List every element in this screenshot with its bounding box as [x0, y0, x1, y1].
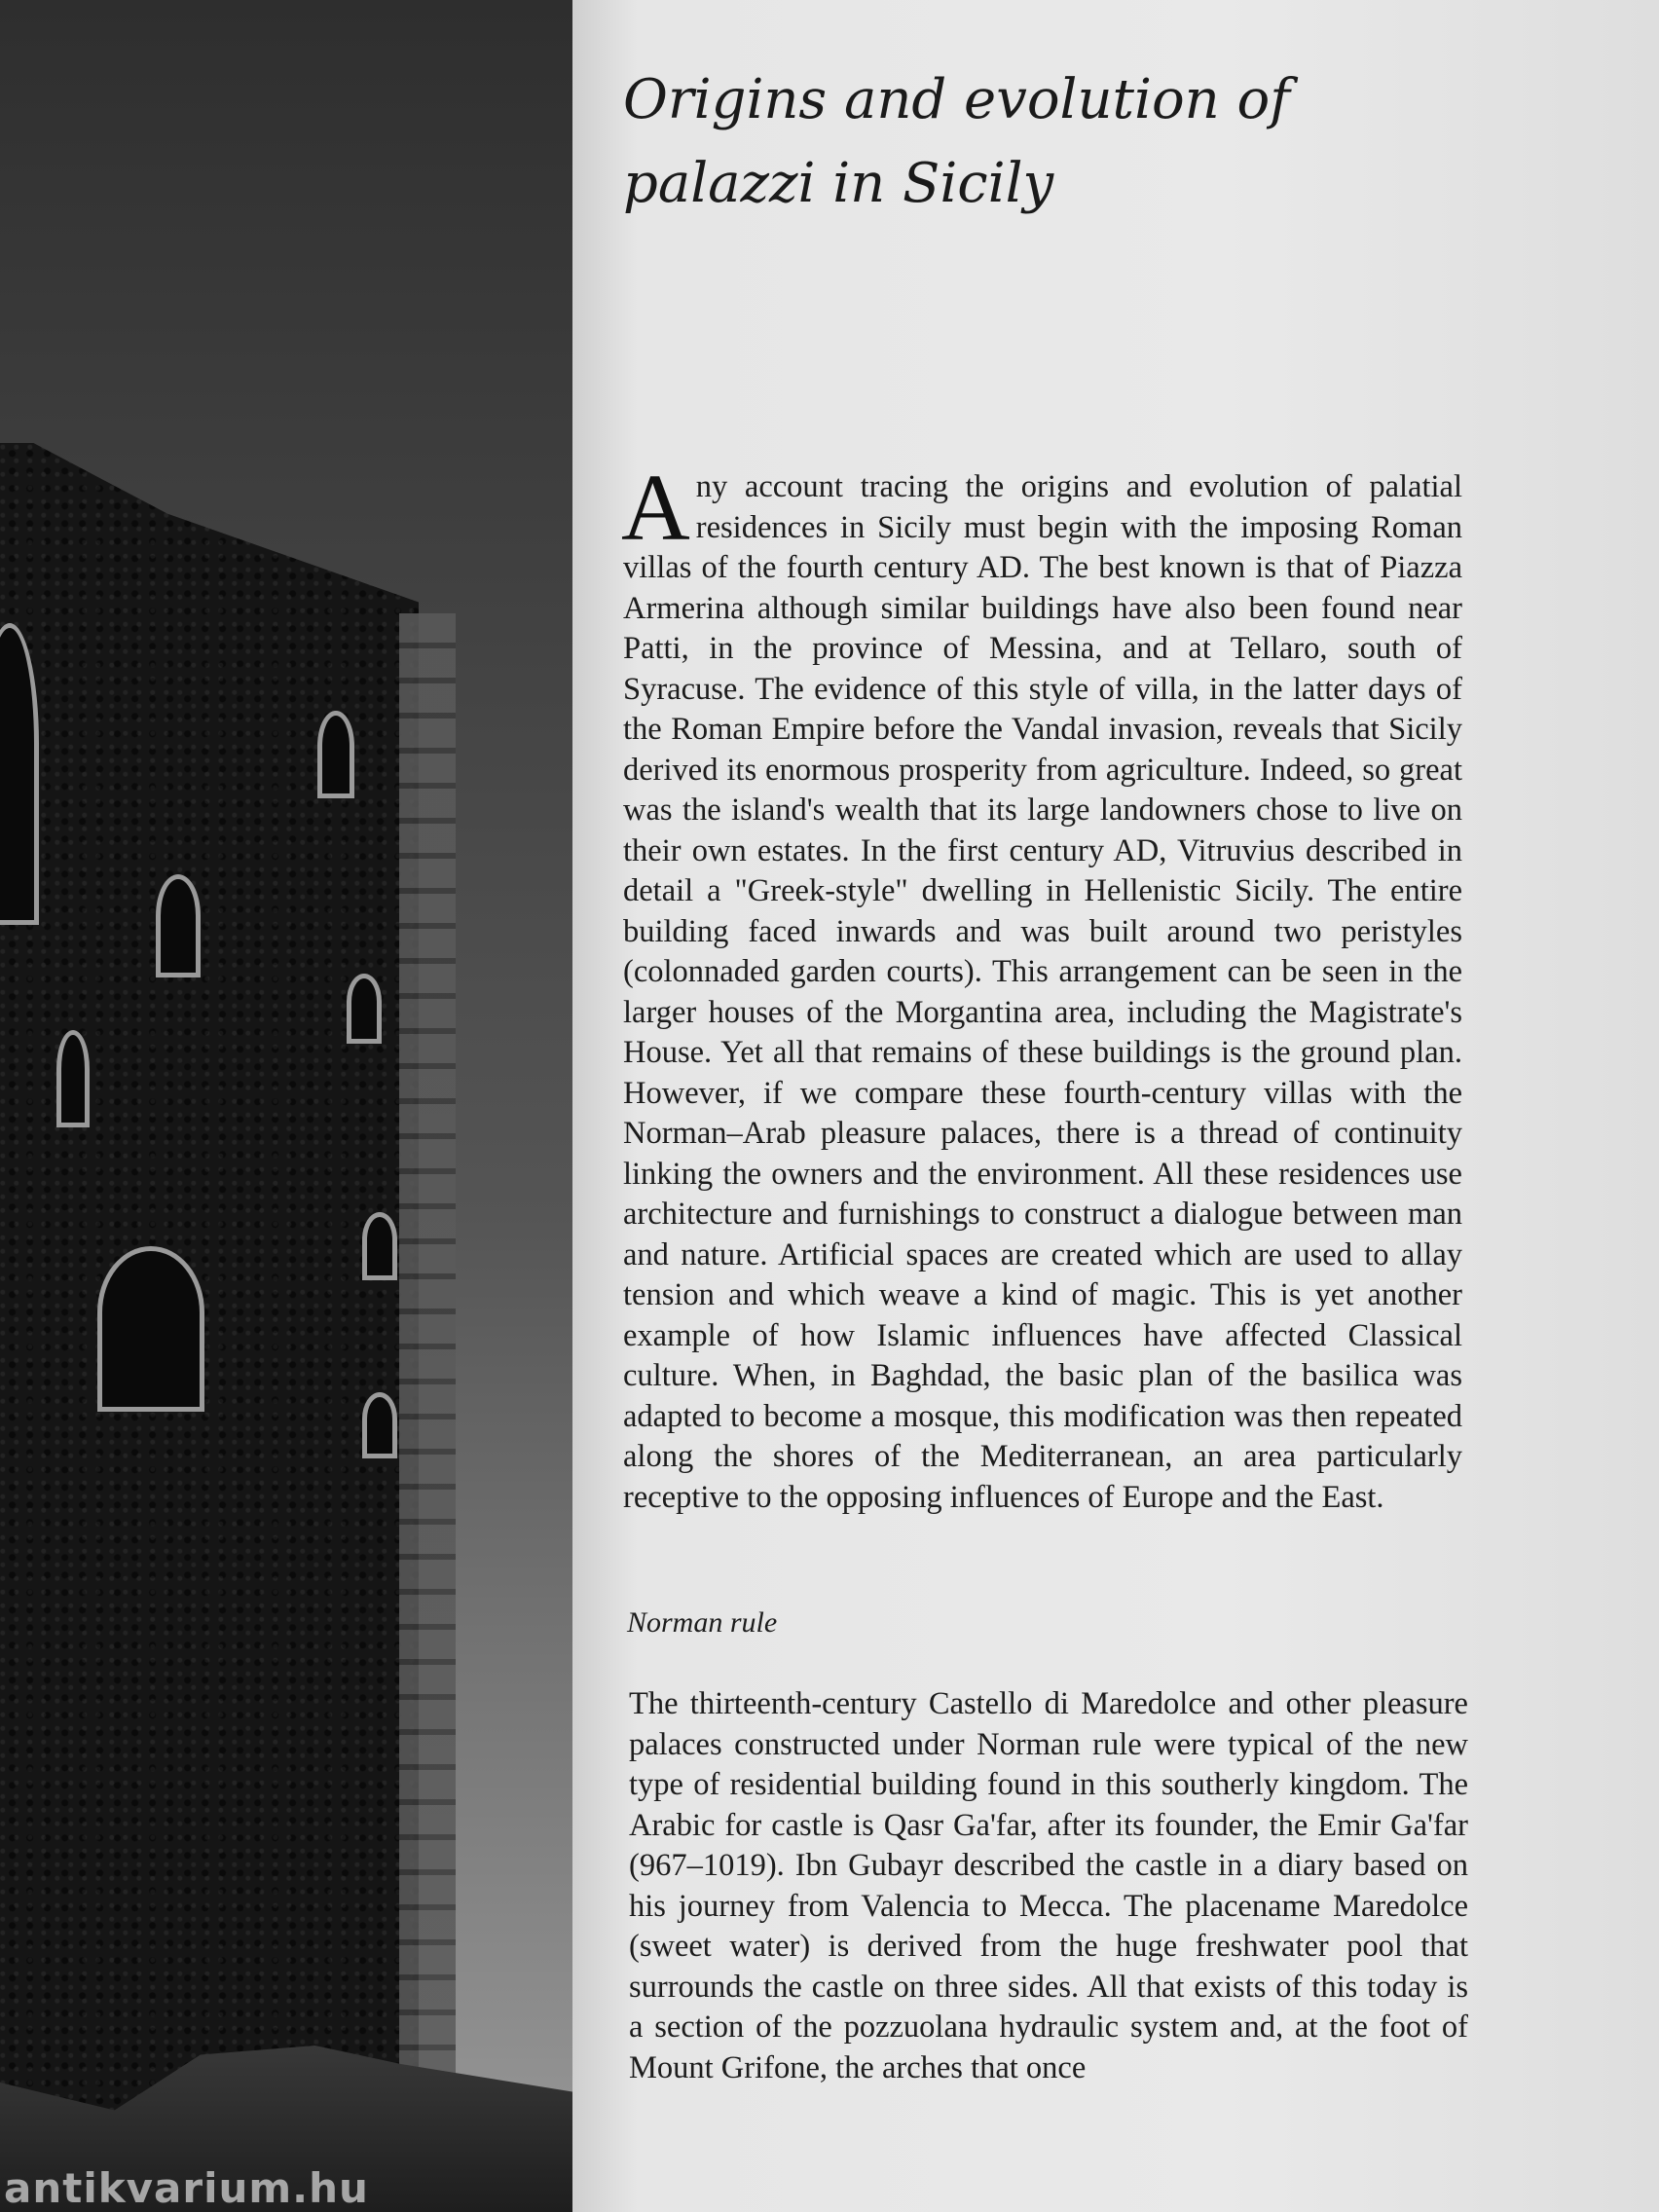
norman-rule-paragraph: The thirteenth-century Castello di Maredolce and other pleasure palaces constructed under Norman rule were typical of the new type of residential building found in this southerly kingdom. The Arabic for castle is Qasr Ga'far, after its founder, the Emir Ga'far (967–1019). Ibn Gubayr described the castle in a diary based on his journey from Valencia to Mecca. The placename Maredolce (sweet water) is derived from the huge freshwater pool that surrounds the castle on three sides. All that exists of this today is a section of the pozzuolana hydraulic system and, at the foot of Mount Grifone, the arches that once [629, 1686, 1468, 2085]
tower-window [156, 874, 201, 977]
tower-window [56, 1030, 90, 1127]
tower-window [347, 974, 382, 1044]
castle-tower [0, 443, 419, 2212]
tower-window [362, 1392, 397, 1458]
tower-window [362, 1212, 397, 1280]
watermark: antikvarium.hu [4, 2164, 369, 2212]
intro-paragraph-text: ny account tracing the origins and evolution of palatial residences in Sicily must begin with the imposing Roman villas of the fourth century AD. The best known is that of Piazza Armerina although similar buildings have also been found near Patti, in the province of Messina, and at Tellaro, south of Syracuse. The evidence of this style of villa, in the latter days of the Roman Empire before the Vandal invasion, reveals that Sicily derived its enormous prosperity from agriculture. Indeed, so great was the island's wealth that its large landowners chose to live on their own estates. In the first century AD, Vitruvius described in detail a "Greek-style" dwelling in Hellenistic Sicily. The entire building faced inwards and was built around two peristyles (colonnaded garden courts). This arrangement can be seen in the larger houses of the Morgantina area, including the Magistrate's House. Yet all that remains of these buildings is the ground plan. However, if we compare these fourth-century villas with the Norman–Arab pleasure palaces, there is a thread of continuity linking the owners and the environment. All these residences use architecture and furnishings to construct a dialogue between man and nature. Artificial spaces are created which are used to allay tension and which weave a kind of magic. This is yet another example of how Islamic influences have affected Classical culture. When, in Baghdad, the basic plan of the basilica was adapted to become a mosque, this modification was then repeated along the shores of the Mediterranean, an area particularly receptive to the opposing influences of Europe and the East. [623, 469, 1462, 1515]
drop-cap: A [621, 456, 690, 561]
section-subheading: Norman rule [627, 1606, 778, 1639]
tower-window [97, 1246, 204, 1412]
tower-window [317, 711, 354, 798]
tower-corner-quoins [399, 613, 456, 2212]
intro-paragraph [621, 456, 1462, 1518]
castle-photo [0, 0, 572, 2212]
text-page [572, 0, 1659, 2212]
page-title: Origins and evolution of palazzi in Sicily [623, 68, 1290, 215]
